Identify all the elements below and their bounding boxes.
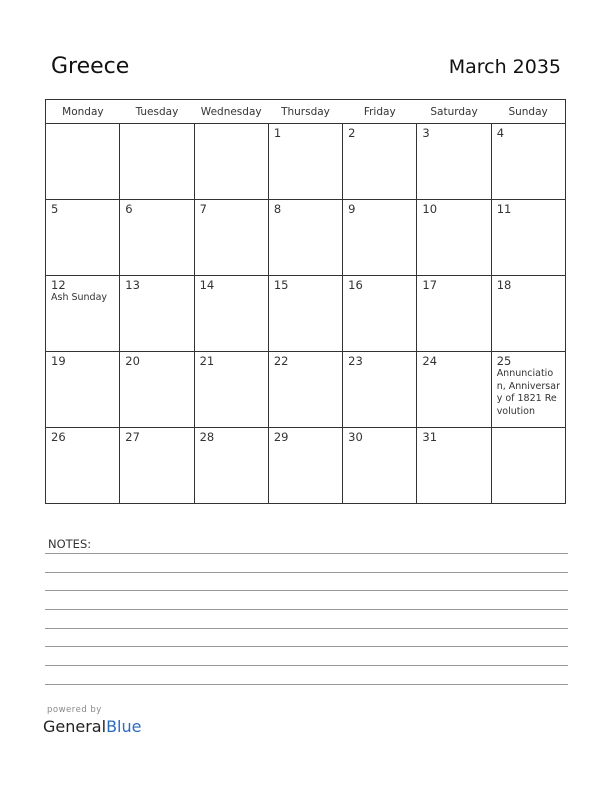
note-line bbox=[45, 609, 568, 610]
day-number: 6 bbox=[125, 202, 133, 216]
day-number: 29 bbox=[273, 430, 289, 444]
calendar-day-cell bbox=[268, 428, 342, 504]
day-number: 4 bbox=[496, 126, 505, 140]
calendar-day-cell bbox=[491, 352, 565, 428]
calendar-day-cell bbox=[120, 428, 194, 504]
day-number: 5 bbox=[51, 202, 59, 216]
day-number: 30 bbox=[348, 430, 363, 444]
note-line bbox=[45, 628, 568, 629]
calendar-day-cell bbox=[417, 428, 491, 504]
day-number: 16 bbox=[348, 278, 363, 292]
day-number: 19 bbox=[51, 354, 66, 368]
day-number: 9 bbox=[348, 202, 356, 216]
calendar-day-cell bbox=[194, 352, 268, 428]
day-number: 3 bbox=[422, 126, 430, 140]
calendar-week-row bbox=[46, 428, 566, 504]
generalblue-logo bbox=[43, 717, 141, 736]
brand-general: General bbox=[43, 717, 107, 736]
day-number: 17 bbox=[422, 278, 438, 292]
day-number: 26 bbox=[51, 430, 66, 444]
calendar-day-cell bbox=[491, 276, 565, 352]
calendar-day-cell bbox=[194, 276, 268, 352]
day-number: 14 bbox=[199, 278, 215, 292]
calendar-day-cell bbox=[491, 200, 565, 276]
weekday-header: Sunday bbox=[491, 100, 565, 124]
calendar-day-cell bbox=[120, 276, 194, 352]
calendar-day-cell bbox=[417, 352, 491, 428]
day-number: 20 bbox=[125, 354, 140, 368]
day-number: 1 bbox=[273, 126, 282, 140]
calendar-week-row bbox=[46, 352, 566, 428]
calendar-day-cell bbox=[46, 124, 120, 200]
calendar-month-title: March 2035 bbox=[448, 56, 561, 78]
day-number: 22 bbox=[273, 354, 289, 368]
calendar-day-cell bbox=[343, 200, 417, 276]
calendar-day-cell bbox=[491, 428, 565, 504]
calendar-day-cell bbox=[46, 200, 120, 276]
day-number: 8 bbox=[273, 202, 282, 216]
calendar-day-cell bbox=[46, 428, 120, 504]
calendar-week-row bbox=[46, 200, 566, 276]
calendar-week-row bbox=[46, 124, 566, 200]
calendar-day-cell bbox=[268, 276, 342, 352]
calendar-day-cell bbox=[46, 352, 120, 428]
calendar-day-cell bbox=[194, 428, 268, 504]
calendar-day-cell bbox=[343, 428, 417, 504]
calendar-day-cell bbox=[120, 200, 194, 276]
day-number: 10 bbox=[422, 202, 438, 216]
calendar-day-cell bbox=[194, 200, 268, 276]
day-number: 24 bbox=[422, 354, 438, 368]
calendar-day-cell bbox=[343, 352, 417, 428]
notes-label: NOTES: bbox=[48, 537, 92, 551]
calendar-day-cell bbox=[417, 276, 491, 352]
weekday-header: Monday bbox=[46, 100, 120, 124]
weekday-header: Wednesday bbox=[194, 100, 268, 124]
day-number: 2 bbox=[348, 126, 356, 140]
weekday-header: Thursday bbox=[268, 100, 342, 124]
calendar-day-cell bbox=[417, 124, 491, 200]
note-line bbox=[45, 590, 568, 591]
powered-by-text: powered by bbox=[47, 705, 102, 715]
day-number: 28 bbox=[199, 430, 215, 444]
note-line bbox=[45, 553, 568, 554]
holiday-label: Ash Sunday bbox=[51, 292, 108, 303]
day-number: 12 bbox=[51, 278, 66, 292]
day-number: 11 bbox=[496, 202, 512, 216]
day-number: 13 bbox=[125, 278, 140, 292]
day-number: 21 bbox=[199, 354, 215, 368]
calendar-day-cell bbox=[46, 276, 120, 352]
day-number: 31 bbox=[422, 430, 438, 444]
calendar-day-cell bbox=[343, 124, 417, 200]
note-line bbox=[45, 684, 568, 685]
weekday-header: Saturday bbox=[417, 100, 491, 124]
calendar-day-cell bbox=[343, 276, 417, 352]
calendar-week-row bbox=[46, 276, 566, 352]
calendar-day-cell bbox=[120, 352, 194, 428]
calendar-day-cell bbox=[120, 124, 194, 200]
day-number: 7 bbox=[199, 202, 207, 216]
calendar-day-cell bbox=[268, 200, 342, 276]
day-number: 23 bbox=[348, 354, 363, 368]
day-number: 25 bbox=[496, 354, 512, 368]
calendar-day-cell bbox=[194, 124, 268, 200]
calendar-day-cell bbox=[268, 124, 342, 200]
day-number: 27 bbox=[125, 430, 140, 444]
day-number: 15 bbox=[273, 278, 289, 292]
note-line bbox=[45, 646, 568, 647]
day-number: 18 bbox=[496, 278, 512, 292]
calendar-day-cell bbox=[268, 352, 342, 428]
brand-blue: Blue bbox=[106, 717, 142, 736]
weekday-header: Tuesday bbox=[120, 100, 194, 124]
calendar-country-title: Greece bbox=[51, 54, 130, 79]
weekday-header: Friday bbox=[343, 100, 417, 124]
calendar-day-cell bbox=[417, 200, 491, 276]
weekday-header-row bbox=[46, 100, 566, 124]
note-line bbox=[45, 665, 568, 666]
holiday-label: Annunciation, Anniversary of 1821 Revolution bbox=[496, 368, 560, 417]
calendar-grid bbox=[45, 99, 566, 504]
note-line bbox=[45, 572, 568, 573]
calendar-day-cell bbox=[491, 124, 565, 200]
